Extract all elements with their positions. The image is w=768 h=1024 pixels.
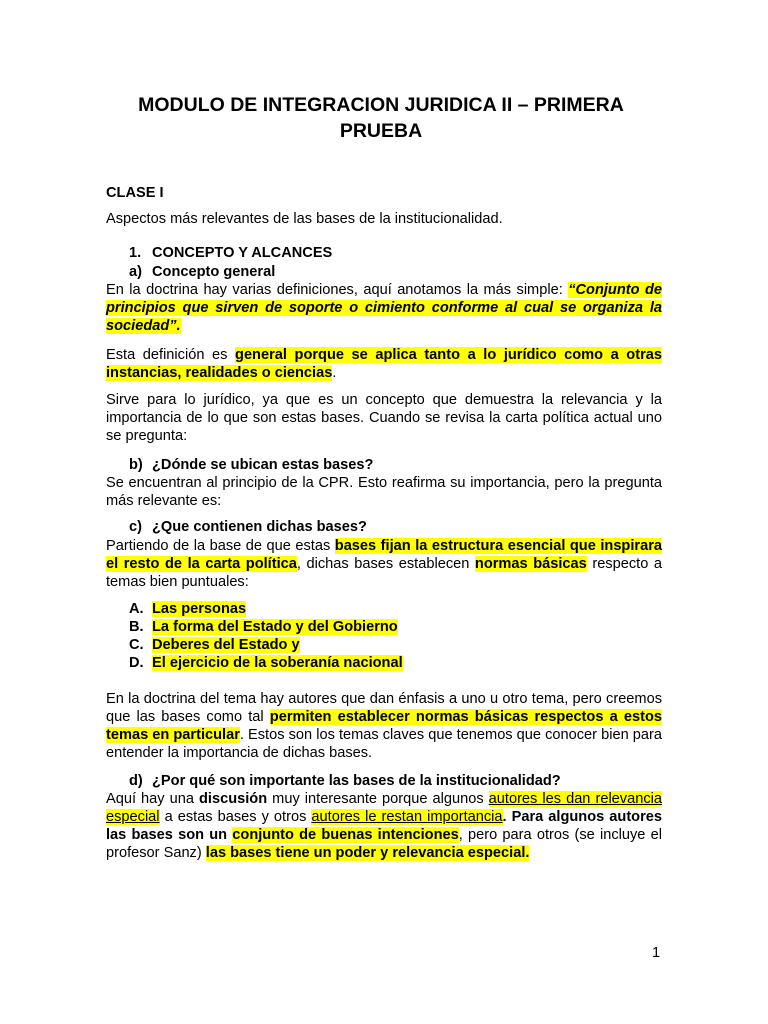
doctrine-paragraph xyxy=(106,690,662,762)
importance-text-a: Aquí hay una xyxy=(106,791,200,807)
definition-paragraph xyxy=(106,281,662,335)
content-paragraph xyxy=(106,537,662,591)
importance-highlight-lessen: autores le restan importancia xyxy=(311,809,503,825)
importance-highlight-intentions: conjunto de buenas intenciones xyxy=(232,827,459,843)
list-item-text: La forma del Estado y del Gobierno xyxy=(152,619,398,635)
doctrine-highlight: permiten establecer normas básicas respectos a estos temas en particular xyxy=(106,709,662,743)
subsection-d-marker: d) xyxy=(129,773,143,789)
subsection-a-marker: a) xyxy=(129,264,142,280)
content-text-c: respecto a temas bien puntuales: xyxy=(106,556,662,590)
importance-highlight-relevance: autores les dan relevancia especial xyxy=(106,791,662,825)
definition-intro-text: En la doctrina hay varias definiciones, aquí anotamos la más simple: xyxy=(106,282,569,298)
intro-paragraph: Aspectos más relevantes de las bases de la institucionalidad. xyxy=(106,211,503,227)
list-item-text: El ejercicio de la soberanía nacional xyxy=(152,655,403,671)
document-title: MODULO DE INTEGRACION JURIDICA II – PRIMERA PRUEBA xyxy=(138,94,624,142)
subsection-b-heading xyxy=(129,456,373,474)
importance-text-e: , pero para otros (se incluye el profesor Sanz) xyxy=(106,827,662,861)
subsection-b-marker: b) xyxy=(129,457,143,473)
section-1-number: 1. xyxy=(129,245,142,261)
list-item-marker: C. xyxy=(129,637,144,653)
list-item xyxy=(129,654,403,672)
subsection-b-label: ¿Dónde se ubican estas bases? xyxy=(152,457,374,473)
document-page xyxy=(106,90,662,861)
location-paragraph: Se encuentran al principio de la CPR. Esto reafirma su importancia, pero la pregunta más relevante es: xyxy=(106,475,662,509)
topics-list xyxy=(129,600,403,672)
subsection-c-label: ¿Que contienen dichas bases? xyxy=(152,519,367,535)
list-item xyxy=(129,600,403,618)
relevance-paragraph: Sirve para lo jurídico, ya que es un concepto que demuestra la relevancia y la importancia de lo que son estas bases. Cuando se revisa la carta política actual uno se pregunta: xyxy=(106,392,662,444)
subsection-d-label: ¿Por qué son importante las bases de la institucionalidad? xyxy=(152,773,561,789)
list-item xyxy=(129,618,403,636)
subsection-d-heading xyxy=(129,772,561,790)
section-1-label: CONCEPTO Y ALCANCES xyxy=(152,245,333,261)
definition-quote: “Conjunto de principios que sirven de soporte o cimiento conforme al cual se organiza la sociedad”. xyxy=(106,282,662,334)
generality-text-start: Esta definición es xyxy=(106,347,236,363)
importance-text-b: muy interesante porque algunos xyxy=(267,791,489,807)
list-item-text: Deberes del Estado y xyxy=(152,637,300,653)
list-item-marker: A. xyxy=(129,601,144,617)
importance-text-c: a estas bases y otros xyxy=(159,809,312,825)
content-text-a: Partiendo de la base de que estas xyxy=(106,538,335,554)
importance-paragraph xyxy=(106,790,662,862)
generality-paragraph xyxy=(106,346,662,382)
doctrine-text-a: En la doctrina del tema hay autores que dan énfasis a uno u otro tema, pero creemos que las bases como tal xyxy=(106,691,662,725)
generality-highlight: general porque se aplica tanto a lo jurídico como a otras instancias, realidades o ciencias xyxy=(106,347,662,381)
content-text-b: , dichas bases establecen xyxy=(296,556,475,572)
subsection-a-heading xyxy=(129,263,275,281)
importance-highlight-power: las bases tiene un poder y relevancia especial. xyxy=(205,845,530,861)
list-item-marker: B. xyxy=(129,619,144,635)
doctrine-text-b: . Estos son los temas claves que tenemos que conocer bien para entender la importancia de dichas bases. xyxy=(106,727,662,761)
content-highlight-norms: normas básicas xyxy=(474,556,587,572)
subsection-a-label: Concepto general xyxy=(152,264,276,280)
importance-bold-discussion: discusión xyxy=(199,791,268,807)
page-number: 1 xyxy=(652,945,661,961)
list-item xyxy=(129,636,403,654)
importance-text-d: . Para algunos autores las bases son un xyxy=(106,809,662,843)
subsection-c-marker: c) xyxy=(129,519,142,535)
subsection-c-heading xyxy=(129,518,367,536)
list-item-text: Las personas xyxy=(152,601,247,617)
clase-heading: CLASE I xyxy=(106,185,164,201)
content-highlight-structure: bases fijan la estructura esencial que inspirara el resto de la carta política xyxy=(106,538,662,572)
section-1-heading xyxy=(129,244,332,262)
generality-text-end: . xyxy=(332,365,337,381)
list-item-marker: D. xyxy=(129,655,144,671)
